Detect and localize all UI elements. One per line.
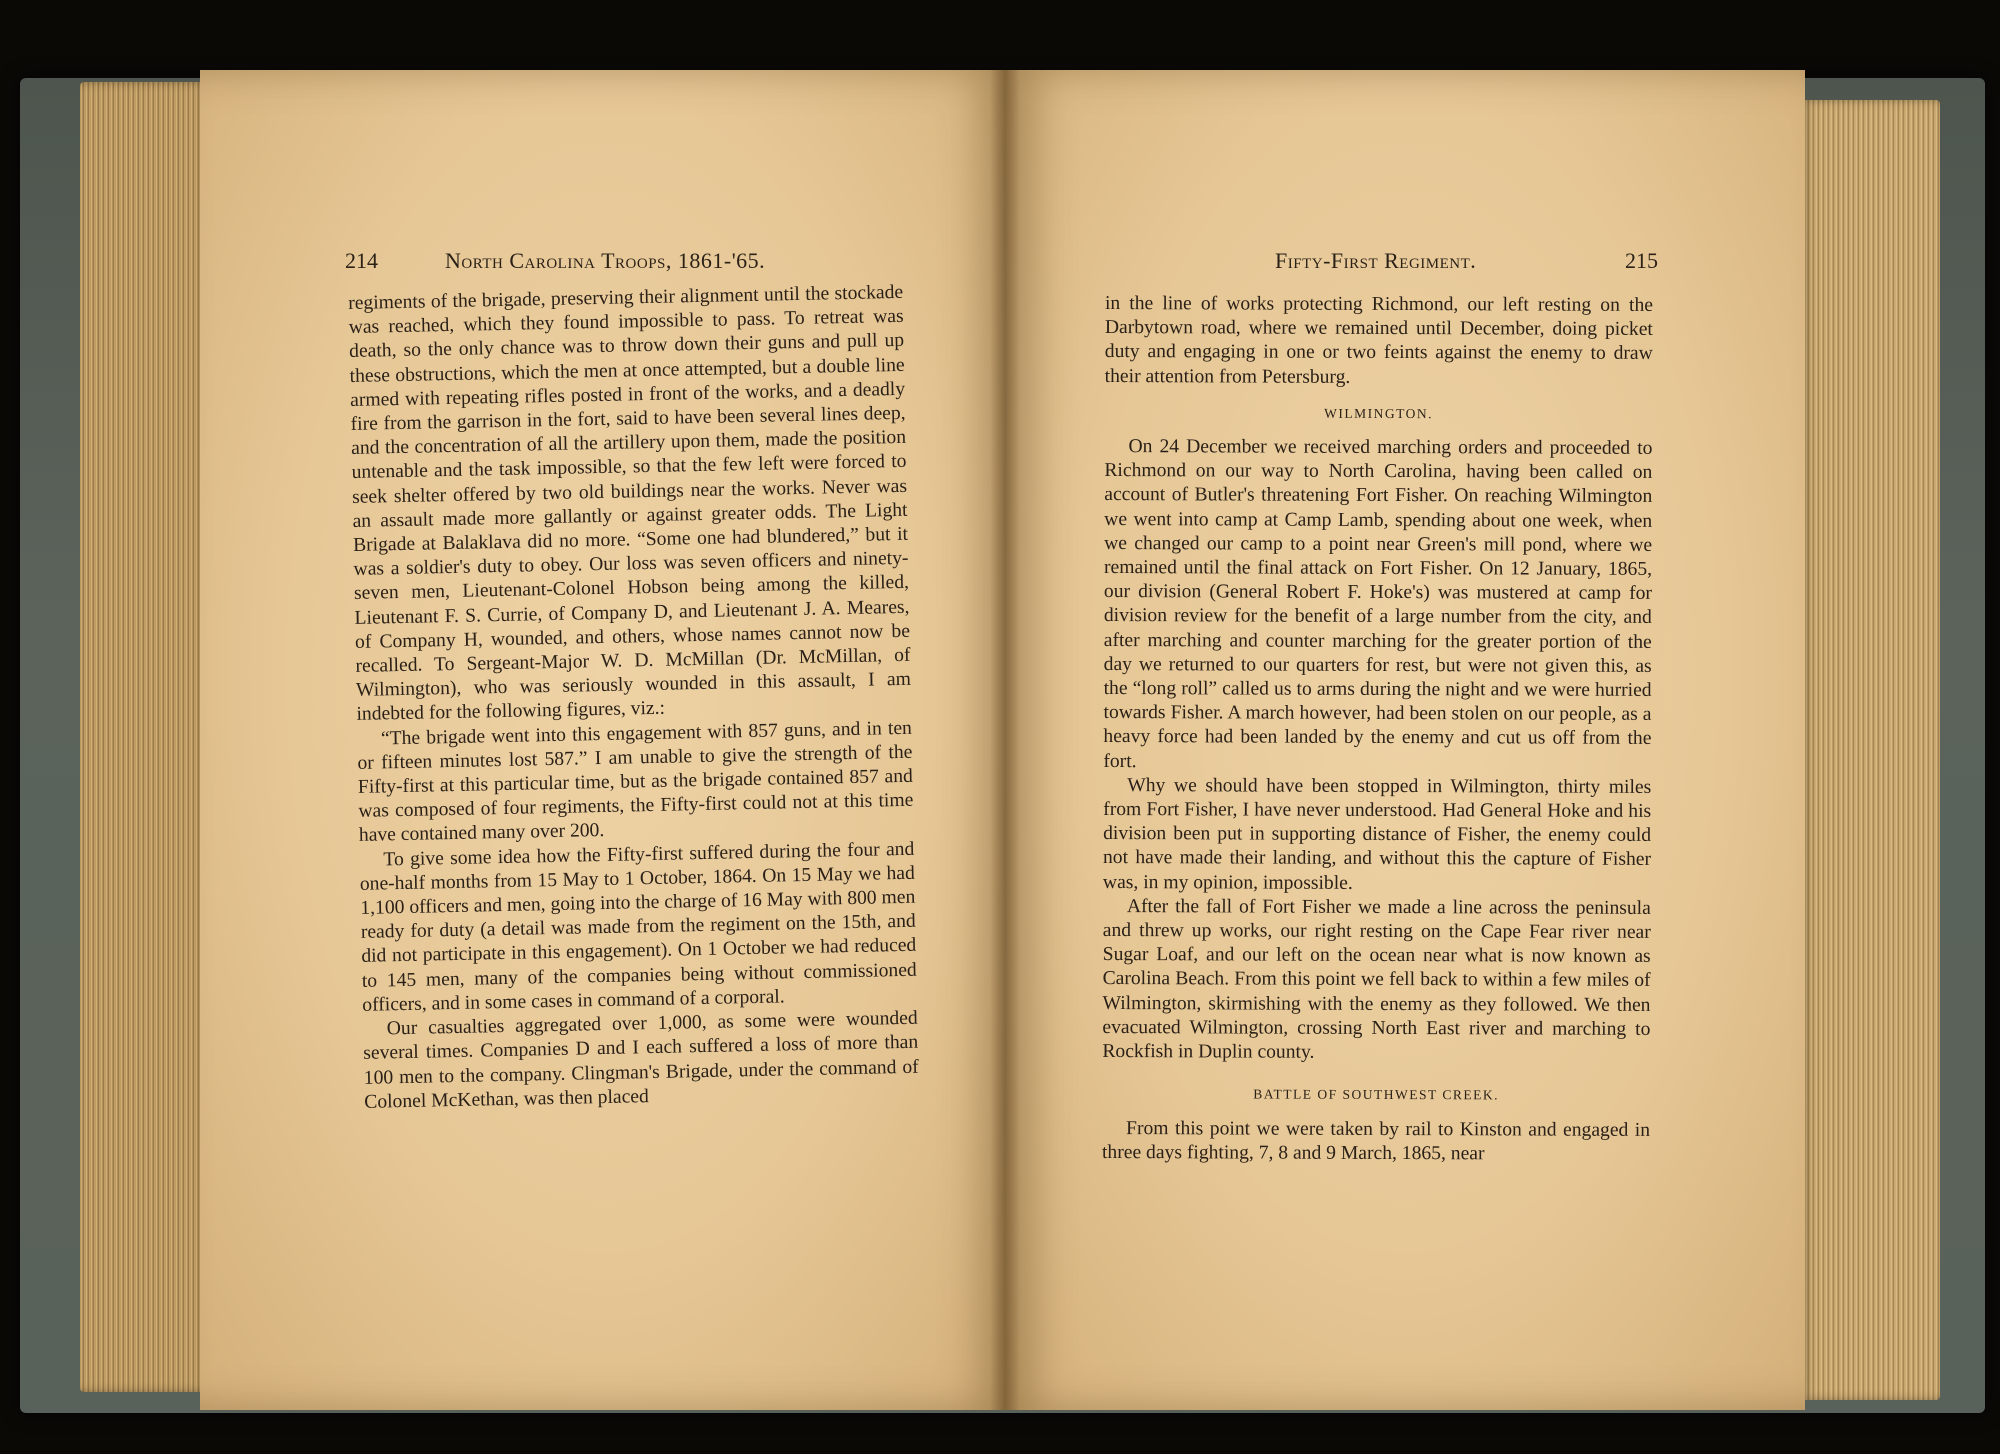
- left-page-number: 214: [345, 248, 378, 273]
- book-gutter: [990, 70, 1020, 1410]
- right-running-head: Fifty-First Regiment.: [1275, 248, 1477, 273]
- left-paragraph-1: regiments of the brigade, preserving their alignment until the stockade was reached, which they found impossible to pass. To retreat was death, so the only chance was to throw down their guns and pull up these obstructions, which the men at once attempted, but a double line armed with repeating rifles posted in front of the works, and a deadly fire from the garrison in the fort, said to have been several lines deep, and the concentration of all the artillery upon them, made the position untenable and the task impossible, so that the few left were forced to seek shelter offered by two old buildings near the works. Never was an assault made more gallantly or against greater odds. The Light Brigade at Balaklava did no more. “Some one had blundered,” but it was a soldier's duty to obey. Our loss was seven officers and ninety-seven men, Lieutenant-Colonel Hobson being among the killed, Lieutenant F. S. Currie, of Company D, and Lieutenant J. A. Meares, of Company H, wounded, and others, whose names cannot now be recalled. To Sergeant-Major W. D. McMillan (Dr. McMillan, of Wilmington), who was seriously wounded in this assault, I am indebted for the following figures, viz.:: [348, 281, 912, 726]
- right-page-body: [1102, 292, 1653, 1167]
- right-paragraph-1: On 24 December we received marching orders and proceeded to Richmond on our way to North Carolina, having been called on account of Butler's threatening Fort Fisher. On reaching Wilmington we went into camp at Camp Lamb, spending about one week, when we changed our camp to a point near Green's mill pond, where we remained until the final attack on Fort Fisher. On 12 January, 1865, our division (General Robert F. Hoke's) was mustered at camp for division review for the benefit of a large number from the city, and after marching and counter marching for the greater portion of the day we returned to our quarters for rest, but were not given this, as the “long roll” called us to arms during the night and we were hurried towards Fisher. A march however, had been stolen on our people, as a heavy force had been landed by the enemy and cut us off from the fort.: [1103, 436, 1653, 772]
- left-paragraph-2: “The brigade went into this engagement with 857 guns, and in ten or fifteen minutes lost 587.” I am unable to give the strength of the Fifty-first at this particular time, but as the brigade contained 857 and was composed of four regiments, the Fifty-first could not at this time have contained many over 200.: [357, 717, 914, 847]
- right-page-edges: [1800, 100, 1940, 1400]
- left-paragraph-4: Our casualties aggregated over 1,000, as some were wounded several times. Companies D and I each suffered a loss of more than 100 men to the company. Clingman's Brigade, under the command of Colonel McKethan, was then placed: [363, 1007, 919, 1113]
- left-page-edges: [80, 82, 210, 1392]
- right-paragraph-2: Why we should have been stopped in Wilmington, thirty miles from Fort Fisher, I have never understood. Had General Hoke and his division been put in supporting distance of Fisher, the enemy could not have made their landing, and without this the capture of Fisher was, in my opinion, impossible.: [1102, 774, 1652, 894]
- left-page-body: [348, 281, 919, 1115]
- right-paragraph-3: After the fall of Fort Fisher we made a line across the peninsula and threw up works, our right resting on the Cape Fear river near Sugar Loaf, and our left on the ocean near what is now known as Carolina Beach. From this point we fell back to within a few miles of Wilmington, skirmishing with the enemy as they followed. We then evacuated Wilmington, crossing North East river and marching to Rockfish in Duplin county.: [1102, 895, 1651, 1063]
- left-paragraph-3: To give some idea how the Fifty-first suffered during the four and one-half months from 15 May to 1 October, 1864. On 15 May we had 1,100 officers and men, going into the charge of 16 May with 800 men ready for duty (a detail was made from the regiment on the 15th, and did not participate in this engagement). On 1 October we had reduced to 145 men, many of the companies being without commissioned officers, and in some cases in command of a corporal.: [359, 838, 917, 1016]
- section-heading-southwest-creek: BATTLE OF SOUTHWEST CREEK.: [1253, 1086, 1500, 1103]
- right-paragraph-4: From this point we were taken by rail to Kinston and engaged in three days fighting, 7, 8 and 9 March, 1865, near: [1101, 1117, 1651, 1165]
- section-heading-wilmington: WILMINGTON.: [1324, 405, 1434, 421]
- left-running-head: North Carolina Troops, 1861-'65.: [445, 248, 766, 273]
- right-opening-paragraph: in the line of works protecting Richmond, our left resting on the Darbytown road, where we remained until December, doing picket duty and engaging in one or two feints against the enemy to draw their attention from Petersburg.: [1104, 293, 1653, 388]
- right-page-number: 215: [1625, 248, 1658, 273]
